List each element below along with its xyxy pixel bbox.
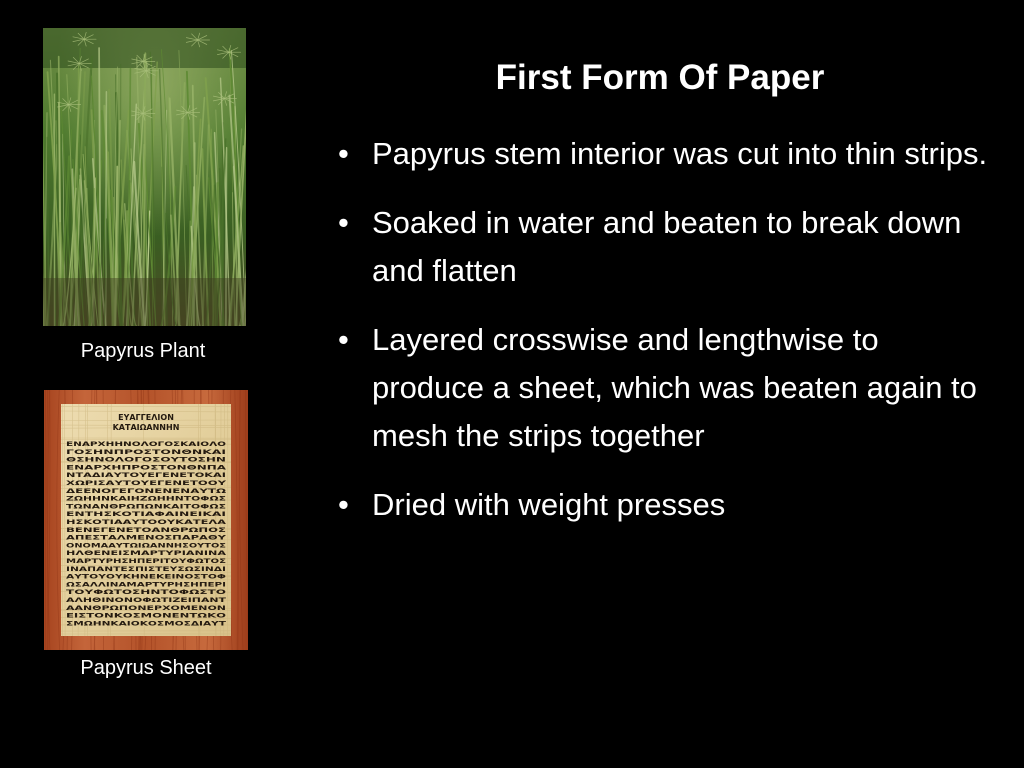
papyrus-plant-figure: [43, 28, 246, 326]
bullet-list: [338, 130, 988, 550]
bullet-icon: •: [338, 205, 349, 240]
inscription-line: ΑΥΤΟΥΟΥΚΗΝΕΚΕΙΝΟΣΤΟΦ: [66, 573, 226, 581]
bullet-text: Soaked in water and beaten to break down and flatten: [372, 205, 962, 288]
inscription-line: ΕΝΤΗΣΚΟΤΙΑΦΑΙΝΕΙΚΑΙ: [66, 511, 226, 519]
bullet-text: Layered crosswise and lengthwise to produce a sheet, which was beaten again to mesh the strips together: [372, 322, 977, 453]
bullet-icon: •: [338, 136, 349, 171]
inscription-line: ΕΙΣΤΟΝΚΟΣΜΟΝΕΝΤΩΚΟ: [66, 612, 226, 620]
inscription-line: ΘΣΗΝΟΛΟΓΟΣΟΥΤΟΣΗΝ: [66, 456, 226, 464]
bullet-icon: •: [338, 487, 349, 522]
bullet-text: Dried with weight presses: [372, 487, 726, 522]
papyrus-sheet-figure: [44, 390, 248, 650]
papyrus-sheet-icon: [44, 390, 248, 650]
inscription-line: ΔΕΕΝΟΓΕΓΟΝΕΝΕΝΑΥΤΩ: [66, 487, 228, 495]
inscription-line: ΕΝΑΡΧΗΠΡΟΣΤΟΝΘΝΠΑ: [66, 464, 227, 472]
inscription-line: ΚΑΤΑΙΩΑΝΝΗΝ: [112, 423, 180, 432]
inscription-line: ΕΥΑΓΓΕΛΙΟΝ: [118, 413, 174, 422]
inscription-line: ΗΛΘΕΝΕΙΣΜΑΡΤΥΡΙΑΝΙΝΑ: [66, 550, 227, 558]
bullet-icon: •: [338, 322, 349, 357]
inscription-line: ΟΝΟΜΑΑΥΤΩΙΩΑΝΝΗΣΟΥΤΟΣ: [66, 542, 226, 550]
inscription-line: ΤΟΥΦΩΤΟΣΗΝΤΟΦΩΣΤΟ: [66, 589, 226, 597]
inscription-line: ΒΕΝΕΓΕΝΕΤΟΑΝΘΡΩΠΟΣ: [66, 526, 226, 534]
inscription-line: ΣΜΩΗΝΚΑΙΟΚΟΣΜΟΣΔΙΑΥΤ: [66, 620, 228, 628]
papyrus-plant-icon: [43, 28, 246, 326]
inscription-line: ΧΩΡΙΣΑΥΤΟΥΕΓΕΝΕΤΟΟΥ: [66, 480, 227, 487]
bullet-text: Papyrus stem interior was cut into thin strips.: [372, 136, 988, 171]
inscription-line: ΕΝΑΡΧΗΗΝΟΛΟΓΟΣΚΑΙΟΛΟ: [66, 441, 226, 448]
bullet-item: [338, 316, 988, 460]
papyrus-plant-caption: Papyrus Plant: [80, 340, 206, 362]
inscription-line: ΓΟΣΗΝΠΡΟΣΤΟΝΘΝΚΑΙ: [66, 448, 226, 456]
bullet-item: [338, 130, 988, 178]
inscription-line: ΩΣΑΛΛΙΝΑΜΑΡΤΥΡΗΣΗΠΕΡΙ: [66, 581, 226, 589]
inscription-line: ΙΝΑΠΑΝΤΕΣΠΙΣΤΕΥΣΩΣΙΝΔΙ: [66, 565, 226, 573]
inscription-line: ΑΛΗΘΙΝΟΝΟΦΩΤΙΖΕΙΠΑΝΤ: [66, 597, 228, 604]
inscription-line: ΜΑΡΤΥΡΗΣΗΠΕΡΙΤΟΥΦΩΤΟΣ: [66, 558, 226, 565]
slide-title: First Form Of Paper: [495, 58, 825, 97]
inscription-line: ΖΩΗΗΝΚΑΙΗΖΩΗΗΝΤΟΦΩΣ: [66, 495, 226, 503]
bullet-item: [338, 199, 988, 295]
inscription-line: ΑΑΝΘΡΩΠΟΝΕΡΧΟΜΕΝΟΝ: [66, 604, 226, 612]
papyrus-sheet-caption: Papyrus Sheet: [80, 657, 212, 679]
papyrus-sheet-image: [44, 390, 248, 650]
bullet-item: [338, 481, 988, 529]
inscription-line: ΑΠΕΣΤΑΛΜΕΝΟΣΠΑΡΑΘΥ: [66, 534, 227, 542]
inscription-line: ΗΣΚΟΤΙΑΑΥΤΟΟΥΚΑΤΕΛΑ: [66, 519, 227, 526]
inscription-line: ΤΩΝΑΝΘΡΩΠΩΝΚΑΙΤΟΦΩΣ: [66, 503, 226, 511]
inscription-line: ΝΤΑΔΙΑΥΤΟΥΕΓΕΝΕΤΟΚΑΙ: [66, 472, 226, 480]
papyrus-plant-image: [43, 28, 246, 326]
